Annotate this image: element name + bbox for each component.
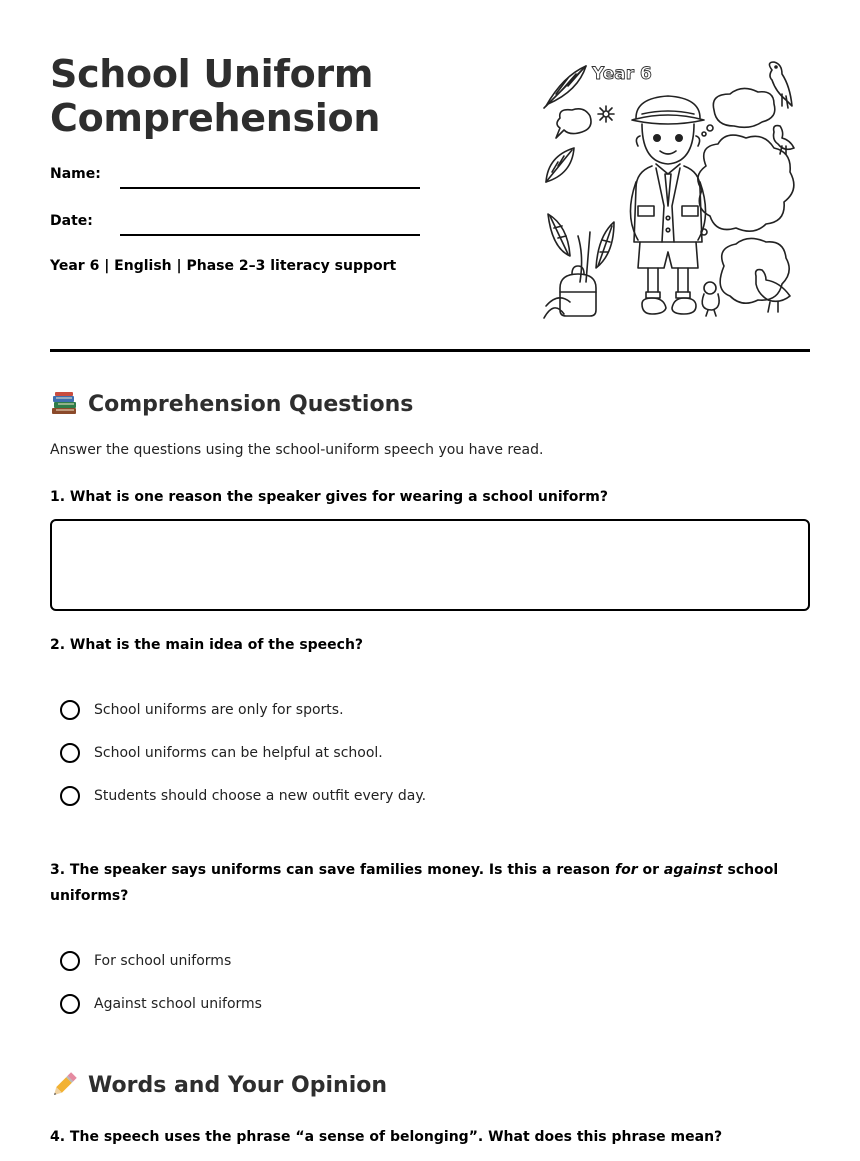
q3-text-end: school uniforms? <box>50 862 779 904</box>
backpack-icon <box>560 266 596 316</box>
bird-icon <box>769 62 792 108</box>
q3-option-against[interactable] <box>60 994 262 1014</box>
q2-option-c-label: Students should choose a new outfit every day. <box>94 788 427 804</box>
chick-icon <box>702 282 719 316</box>
intro-text: Answer the questions using the school-uniform speech you have read. <box>50 442 544 458</box>
radio-button[interactable] <box>60 951 80 971</box>
thought-bubble-large <box>698 135 794 231</box>
radio-button[interactable] <box>60 700 80 720</box>
question-1: 1. What is one reason the speaker gives for wearing a school uniform? <box>50 489 608 505</box>
thought-bubble-top <box>713 88 774 127</box>
q3-or: or <box>637 862 664 878</box>
title-line-2: Comprehension <box>50 96 381 140</box>
q3-option-for[interactable] <box>60 951 231 971</box>
q2-option-b[interactable] <box>60 743 383 763</box>
schoolboy-illustration <box>538 56 810 322</box>
opinion-heading <box>50 1071 387 1099</box>
radio-button[interactable] <box>60 994 80 1014</box>
q3-against-emphasis: against <box>663 862 723 878</box>
bird-icon-lower <box>756 270 790 312</box>
comprehension-heading-text: Comprehension Questions <box>88 391 414 417</box>
opinion-heading-text: Words and Your Opinion <box>88 1072 388 1098</box>
q2-option-a-label: School uniforms are only for sports. <box>94 702 344 718</box>
name-field[interactable] <box>120 187 420 189</box>
question-4: 4. The speech uses the phrase “a sense of belonging”. What does this phrase mean? <box>50 1129 723 1145</box>
worksheet-meta: Year 6 | English | Phase 2–3 literacy support <box>50 258 397 274</box>
radio-button[interactable] <box>60 786 80 806</box>
q3-option-against-label: Against school uniforms <box>94 996 262 1012</box>
question-1-answer-box[interactable] <box>50 519 810 611</box>
title-line-1: School Uniform <box>50 52 374 96</box>
header-divider <box>50 349 810 352</box>
pencil-icon <box>50 1071 78 1099</box>
q3-option-for-label: For school uniforms <box>94 953 232 969</box>
date-field[interactable] <box>120 234 420 236</box>
comprehension-heading <box>50 390 413 418</box>
q2-option-c[interactable] <box>60 786 426 806</box>
q2-option-b-label: School uniforms can be helpful at school. <box>94 745 383 761</box>
radio-button[interactable] <box>60 743 80 763</box>
question-2: 2. What is the main idea of the speech? <box>50 637 364 653</box>
q3-for-emphasis: for <box>614 862 638 878</box>
feather-icon <box>544 66 586 108</box>
leaf-icon <box>546 148 574 182</box>
date-label: Date: <box>50 213 93 229</box>
speech-bubble-small <box>556 109 591 138</box>
name-label: Name: <box>50 166 101 182</box>
page-title <box>50 52 380 140</box>
books-icon <box>50 390 78 418</box>
year-label: Year 6 <box>592 64 652 84</box>
flower-icon <box>598 106 614 122</box>
bird-icon-small <box>774 126 795 154</box>
thought-bubble-lower <box>720 238 789 303</box>
boy-figure <box>630 96 705 314</box>
question-3 <box>50 857 790 909</box>
q2-option-a[interactable] <box>60 700 344 720</box>
q3-text-start: 3. The speaker says uniforms can save families money. Is this a reason <box>50 862 615 878</box>
